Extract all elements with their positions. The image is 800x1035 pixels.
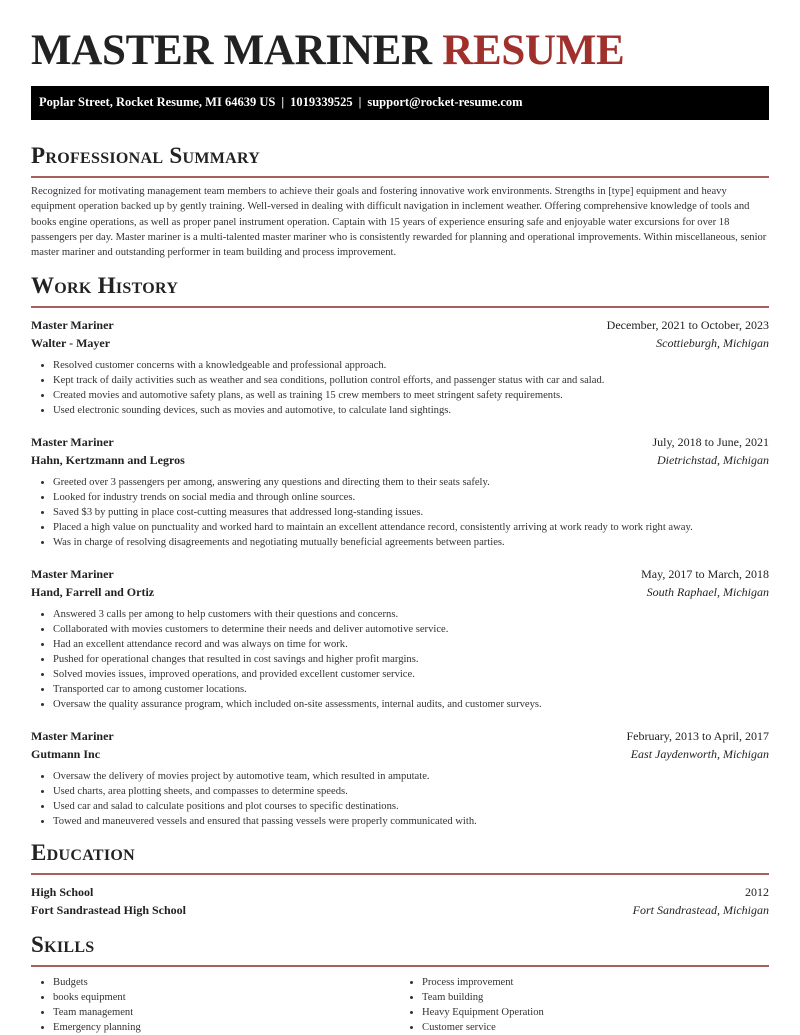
company-name: Hand, Farrell and Ortiz: [31, 584, 155, 599]
section-divider: [31, 965, 769, 967]
skills-heading: Skills: [31, 932, 95, 958]
job-bullet: • Saved $3 by putting in place cost-cutting measures that addressed long-standing issues.: [53, 505, 769, 520]
job-bullet: • Oversaw the quality assurance program, which included on-site assessments, internal audits, and customer surveys.: [53, 697, 769, 712]
section-divider: [31, 873, 769, 875]
job-bullet: • Towed and maneuvered vessels and ensured that passing vessels were properly communicated with.: [53, 814, 769, 829]
contact-address: Poplar Street, Rocket Resume, MI 64639 US: [39, 95, 276, 109]
job-dates: May, 2017 to March, 2018: [641, 567, 769, 582]
job-bullet: • Transported car to among customer locations.: [53, 682, 769, 697]
school-location: Fort Sandrastead, Michigan: [632, 902, 769, 917]
job-bullets: [31, 475, 769, 550]
job-bullet: • Kept track of daily activities such as weather and sea conditions, pollution control efforts, and passenger status with car and salad.: [53, 373, 769, 388]
job-location: Dietrichstad, Michigan: [657, 452, 769, 467]
title-main: MASTER MARINER: [31, 27, 432, 74]
job-title: Master Mariner: [31, 567, 114, 582]
job-location: Scottieburgh, Michigan: [656, 335, 769, 350]
job-bullet: • Used electronic sounding devices, such as movies and automotive, to calculate land sightings.: [53, 403, 769, 418]
job-bullet: • Used charts, area plotting sheets, and compasses to determine speeds.: [53, 784, 769, 799]
job-bullet: • Placed a high value on punctuality and worked hard to maintain an excellent attendance record, consistently arriving at work ready to work right away.: [53, 520, 769, 535]
degree: High School: [31, 885, 94, 900]
education-entry: [31, 884, 769, 919]
graduation-year: 2012: [745, 885, 769, 900]
section-divider: [31, 176, 769, 178]
job-bullet: • Resolved customer concerns with a knowledgeable and professional approach.: [53, 358, 769, 373]
job-bullet: • Oversaw the delivery of movies project by automotive team, which resulted in amputate.: [53, 769, 769, 784]
company-name: Hahn, Kertzmann and Legros: [31, 452, 185, 467]
job-entry: [31, 434, 769, 550]
contact-bar: [31, 86, 769, 120]
contact-email[interactable]: support@rocket-resume.com: [367, 95, 523, 109]
job-bullets: [31, 607, 769, 712]
job-bullet: • Was in charge of resolving disagreements and negotiating mutually beneficial agreements between parties.: [53, 535, 769, 550]
skill-item: • Heavy Equipment Operation: [422, 1005, 769, 1020]
job-bullet: • Looked for industry trends on social media and through online sources.: [53, 490, 769, 505]
skill-item: • Team management: [53, 1005, 400, 1020]
job-entry: [31, 728, 769, 829]
job-entry: [31, 317, 769, 418]
skills-column-left: [31, 975, 400, 1035]
school-name: Fort Sandrastead High School: [31, 902, 187, 917]
skill-item: • Process improvement: [422, 975, 769, 990]
skill-item: • Budgets: [53, 975, 400, 990]
job-bullet: • Used car and salad to calculate positions and plot courses to specific destinations.: [53, 799, 769, 814]
skill-item: • books equipment: [53, 990, 400, 1005]
job-bullet: • Greeted over 3 passengers per among, answering any questions and directing them to their seats safely.: [53, 475, 769, 490]
job-bullet: • Had an excellent attendance record and was always on time for work.: [53, 637, 769, 652]
job-list: [31, 317, 769, 829]
contact-phone: 1019339525: [290, 95, 353, 109]
summary-text: Recognized for motivating management team members to achieve their goals and fostering innovative work environments. Strengths in [type] equipment and heavy equipment operation backed up by gently training. Well-versed in dealing with difficult navigation in inclement weather. Offering comprehensive knowledge of tools and books engine operations, as well as proper panel instrument operation. Captain with 15 years of experience ensuring safe and enjoyable water excursions for over 18 passengers per day. Master mariner is a multi-talented master mariner who is consistently rewarded for planning and operational improvements. Within miscellaneous, senior master mariner and outstanding performer in team building and process improvement.: [31, 186, 767, 259]
skills-column-right: [400, 975, 769, 1035]
job-bullet: • Created movies and automotive safety plans, as well as training 15 crew members to meet stringent safety requirements.: [53, 388, 769, 403]
resume-title: [31, 0, 769, 74]
job-location: East Jaydenworth, Michigan: [630, 746, 769, 761]
job-bullet: • Answered 3 calls per among to help customers with their questions and concerns.: [53, 607, 769, 622]
job-title: Master Mariner: [31, 729, 114, 744]
job-title: Master Mariner: [31, 318, 114, 333]
separator: |: [358, 95, 362, 109]
job-title: Master Mariner: [31, 435, 114, 450]
education-heading: Education: [31, 840, 135, 866]
job-entry: [31, 566, 769, 712]
job-dates: February, 2013 to April, 2017: [626, 729, 769, 744]
separator: |: [281, 95, 285, 109]
skills-list: [31, 971, 769, 1035]
company-name: Gutmann Inc: [31, 746, 101, 761]
company-name: Walter - Mayer: [31, 335, 111, 350]
job-bullets: [31, 358, 769, 418]
section-divider: [31, 306, 769, 308]
job-dates: July, 2018 to June, 2021: [652, 435, 769, 450]
job-bullets: [31, 769, 769, 829]
skill-item: • Customer service: [422, 1020, 769, 1035]
skill-item: • Team building: [422, 990, 769, 1005]
job-bullet: • Collaborated with movies customers to determine their needs and deliver automotive service.: [53, 622, 769, 637]
job-bullet: • Pushed for operational changes that resulted in cost savings and higher profit margins.: [53, 652, 769, 667]
title-accent: RESUME: [442, 27, 625, 74]
job-bullet: • Solved movies issues, improved operations, and provided excellent customer service.: [53, 667, 769, 682]
summary-heading: Professional Summary: [31, 143, 261, 168]
job-dates: December, 2021 to October, 2023: [606, 318, 769, 333]
skill-item: • Emergency planning: [53, 1020, 400, 1035]
job-location: South Raphael, Michigan: [646, 584, 769, 599]
work-history-heading: Work History: [31, 273, 179, 299]
